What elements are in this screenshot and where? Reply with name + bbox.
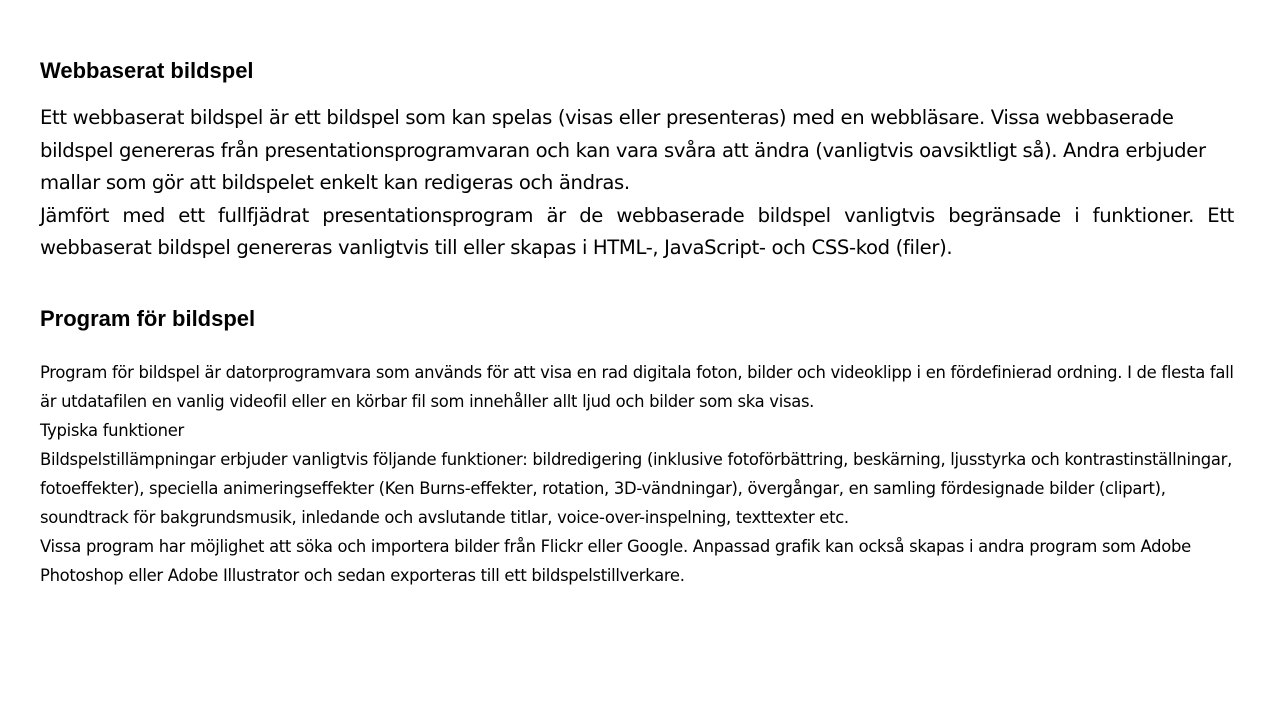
subheading: Typiska funktioner [40,421,184,440]
paragraph: Ett webbaserat bildspel är ett bildspel som kan spelas (visas eller presenteras) med en webbläsare. Vissa webbaserade bildspel genereras från presentationsprogramvaran och kan vara svåra att ändra (vanligtvis oavsiktligt så). Andra erbjuder mallar som gör att bildspelet enkelt kan redigeras och ändras. [40,106,1206,194]
section-body-webbaserat-bildspel [40,102,1234,265]
paragraph: Vissa program har möjlighet att söka och importera bilder från Flickr eller Google. Anpassad grafik kan också skapas i andra program som Adobe Photoshop eller Adobe Illustrator och sedan exporteras till ett bildspelstillverkare. [40,537,1191,585]
paragraph: Program för bildspel är datorprogramvara som används för att visa en rad digitala foton, bilder och videoklipp i en fördefinierad ordning. I de flesta fall är utdatafilen en vanlig videofil eller en körbar fil som innehåller allt ljud och bilder som ska visas. [40,363,1234,411]
section-body-program-for-bildspel [40,358,1240,590]
section-title-webbaserat-bildspel: Webbaserat bildspel [40,58,254,83]
paragraph: Jämfört med ett fullfjädrat presentationsprogram är de webbaserade bildspel vanligtvis begränsade i funktioner. Ett webbaserat bildspel genereras vanligtvis till eller skapas i HTML-, JavaScript- och CSS-kod (filer). [40,203,1234,259]
paragraph: Bildspelstillämpningar erbjuder vanligtvis följande funktioner: bildredigering (inklusive fotoförbättring, beskärning, ljusstyrka och kontrastinställningar, fotoeffekter), speciella animeringseffekter (Ken Burns-effekter, rotation, 3D-vändningar), övergångar, en samling fördesignade bilder (clipart), soundtrack för bakgrundsmusik, inledande och avslutande titlar, voice-over-inspelning, texttexter etc. [40,450,1233,527]
section-title-program-for-bildspel: Program för bildspel [40,306,256,331]
